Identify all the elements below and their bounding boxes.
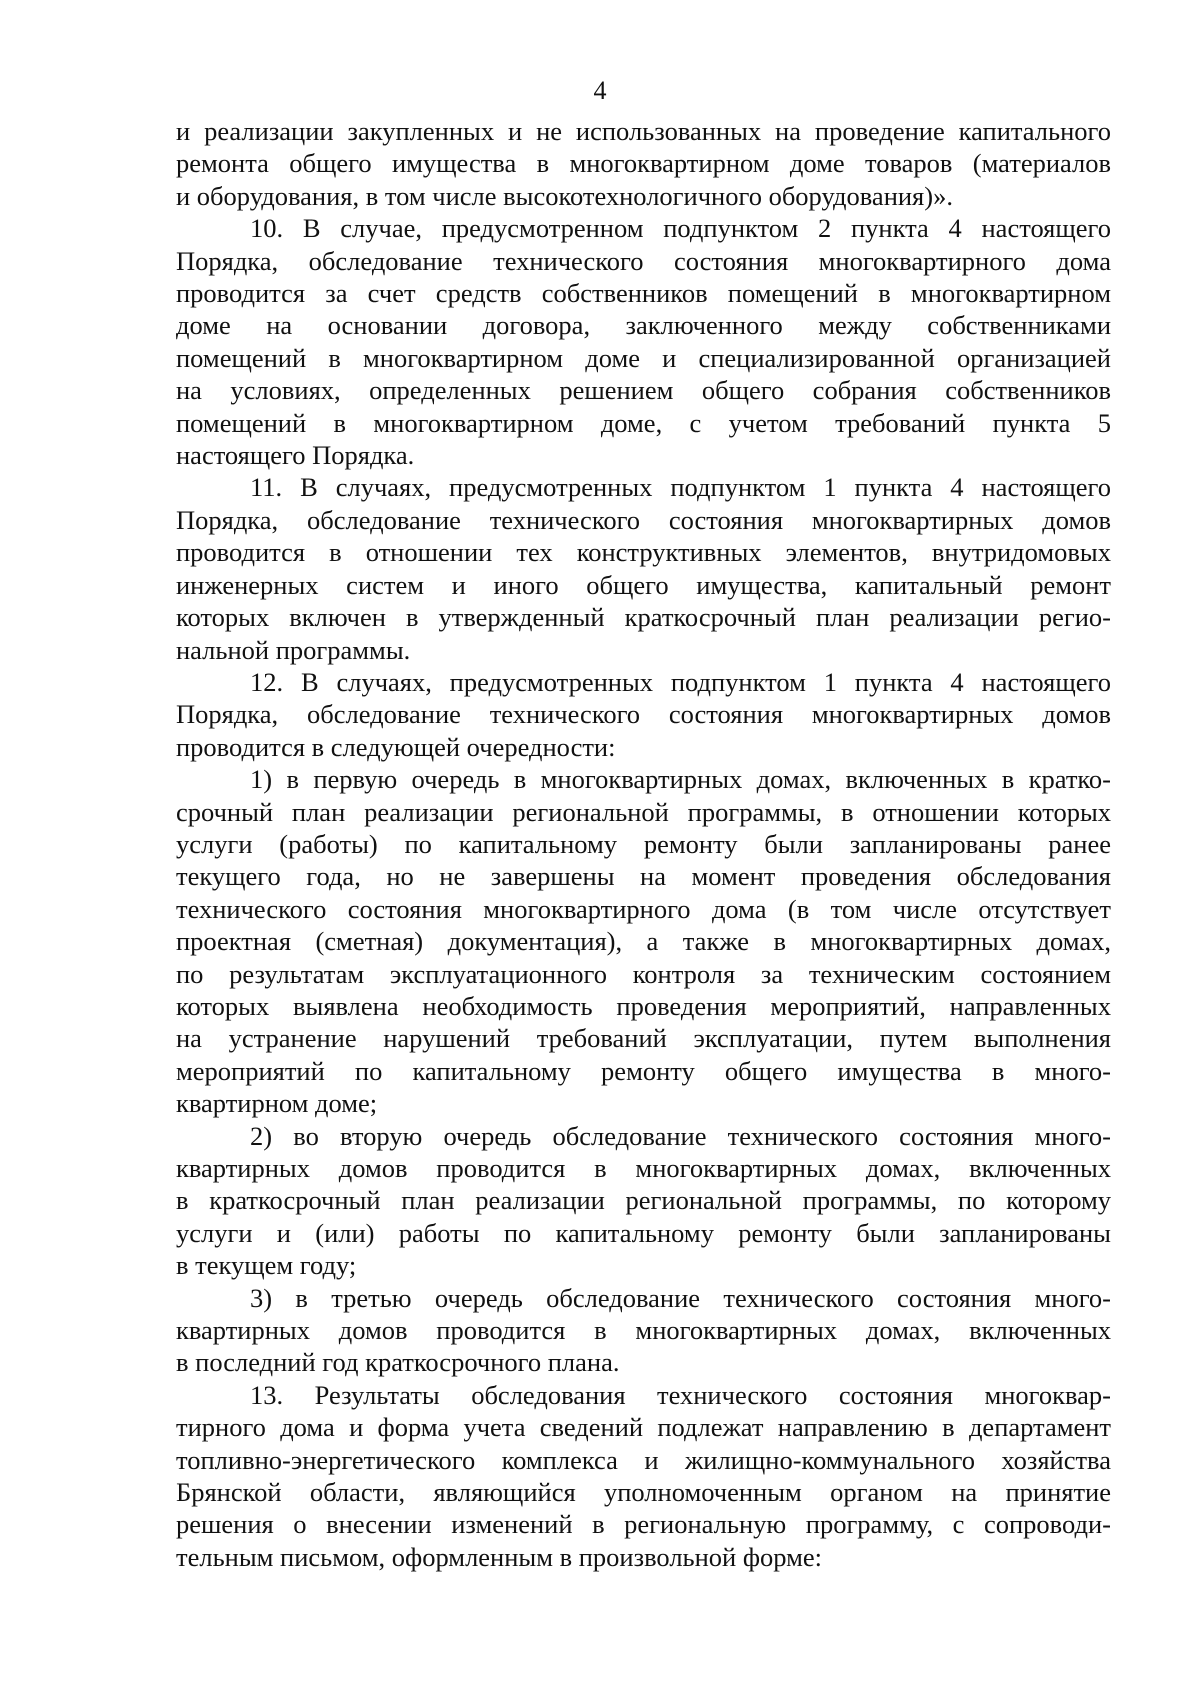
text-line: 2) во вторую очередь обследование технического состояния много- xyxy=(250,1120,1111,1151)
text-line: проводится за счет средств собственников помещений в многоквартирном xyxy=(176,278,1111,309)
text-line: услуги и (или) работы по капитальному ремонту были запланированы xyxy=(176,1217,1111,1248)
text-line: доме на основании договора, заключенного между собственниками xyxy=(176,310,1111,341)
text-line: технического состояния многоквартирного дома (в том числе отсутствует xyxy=(176,893,1111,924)
text-line: квартирных домов проводится в многоквартирных домах, включенных xyxy=(176,1315,1111,1346)
text-line: 1) в первую очередь в многоквартирных домах, включенных в кратко- xyxy=(250,764,1111,795)
text-line: Порядка, обследование технического состояния многоквартирных домов xyxy=(176,504,1111,535)
text-line: по результатам эксплуатационного контроля за техническим состоянием xyxy=(176,958,1111,989)
text-line: срочный план реализации региональной программы, в отношении которых xyxy=(176,796,1111,827)
text-line: квартирном доме; xyxy=(176,1088,378,1119)
text-line: на устранение нарушений требований эксплуатации, путем выполнения xyxy=(176,1023,1111,1054)
text-line: тирного дома и форма учета сведений подлежат направлению в департамент xyxy=(176,1412,1111,1443)
text-line: 13. Результаты обследования технического состояния многоквар- xyxy=(250,1379,1111,1410)
text-line: 10. В случае, предусмотренном подпунктом 2 пункта 4 настоящего xyxy=(250,213,1111,244)
text-line: топливно-энергетического комплекса и жилищно-коммунального хозяйства xyxy=(176,1444,1111,1475)
text-line: проектная (сметная) документация), а также в многоквартирных домах, xyxy=(176,926,1111,957)
text-line: Брянской области, являющийся уполномоченным органом на принятие xyxy=(176,1477,1111,1508)
text-line: которых включен в утвержденный краткосрочный план реализации регио- xyxy=(176,602,1111,633)
text-line: помещений в многоквартирном доме, с учетом требований пункта 5 xyxy=(176,407,1111,438)
text-line: которых выявлена необходимость проведения мероприятий, направленных xyxy=(176,990,1111,1021)
text-line: и реализации закупленных и не использованных на проведение капитального xyxy=(176,116,1111,146)
text-line: настоящего Порядка. xyxy=(176,440,415,471)
text-line: 12. В случаях, предусмотренных подпунктом 1 пункта 4 настоящего xyxy=(250,666,1111,697)
text-line: проводится в отношении тех конструктивных элементов, внутридомовых xyxy=(176,537,1111,568)
text-line: 3) в третью очередь обследование технического состояния много- xyxy=(250,1282,1111,1313)
text-line: в краткосрочный план реализации региональной программы, по которому xyxy=(176,1185,1111,1216)
text-line: инженерных систем и иного общего имущества, капитальный ремонт xyxy=(176,569,1111,600)
text-line: в последний год краткосрочного плана. xyxy=(176,1347,620,1378)
text-line: Порядка, обследование технического состояния многоквартирных домов xyxy=(176,699,1111,730)
text-line: услуги (работы) по капитальному ремонту были запланированы ранее xyxy=(176,828,1111,859)
text-line: тельным письмом, оформленным в произвольной форме: xyxy=(176,1541,823,1572)
text-line: ремонта общего имущества в многоквартирном доме товаров (материалов xyxy=(176,148,1111,179)
text-line: Порядка, обследование технического состояния многоквартирного дома xyxy=(176,245,1111,276)
text-line: текущего года, но не завершены на момент проведения обследования xyxy=(176,861,1111,892)
text-line: решения о внесении изменений в региональную программу, с сопроводи- xyxy=(176,1509,1111,1540)
text-line: на условиях, определенных решением общего собрания собственников xyxy=(176,375,1111,406)
text-line: в текущем году; xyxy=(176,1250,357,1281)
document-body xyxy=(176,115,1111,1573)
text-line: квартирных домов проводится в многоквартирных домах, включенных xyxy=(176,1153,1111,1183)
text-line: проводится в следующей очередности: xyxy=(176,731,616,762)
text-line: нальной программы. xyxy=(176,634,411,665)
text-line: мероприятий по капитальному ремонту общего имущества в много- xyxy=(176,1055,1111,1086)
text-line: 11. В случаях, предусмотренных подпунктом 1 пункта 4 настоящего xyxy=(250,472,1111,503)
text-line: и оборудования, в том числе высокотехнологичного оборудования)». xyxy=(176,180,953,211)
text-line: помещений в многоквартирном доме и специализированной организацией xyxy=(176,342,1111,373)
page-number: 4 xyxy=(593,76,607,105)
